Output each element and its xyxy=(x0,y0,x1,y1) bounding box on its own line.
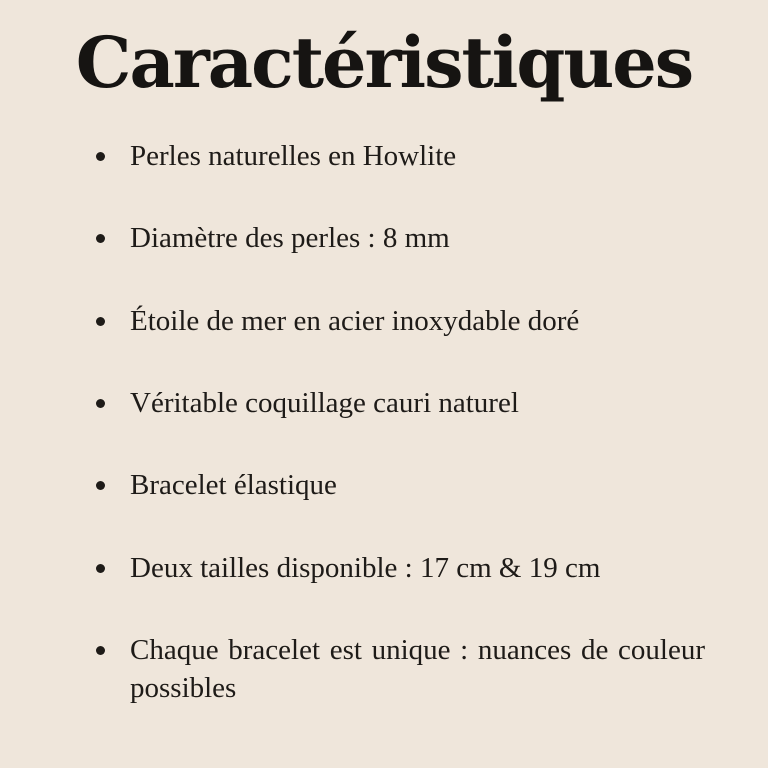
feature-item-starfish xyxy=(130,302,705,340)
page-title: Caractéristiques xyxy=(75,21,693,104)
feature-text: Deux tailles disponible : 17 cm & 19 cm xyxy=(130,552,601,584)
bullet-dot-icon xyxy=(96,564,105,573)
feature-text: Diamètre des perles : 8 mm xyxy=(130,222,450,254)
feature-item-howlite-beads xyxy=(130,137,705,175)
feature-item-bead-diameter xyxy=(130,219,705,257)
bullet-dot-icon xyxy=(96,234,105,243)
bullet-dot-icon xyxy=(96,399,105,408)
bullet-dot-icon xyxy=(96,646,105,655)
bullet-dot-icon xyxy=(96,481,105,490)
feature-item-elastic-bracelet xyxy=(130,466,705,504)
feature-text: Étoile de mer en acier inoxydable doré xyxy=(130,305,580,337)
feature-text: Véritable coquillage cauri naturel xyxy=(130,387,519,419)
feature-text: Bracelet élastique xyxy=(130,469,337,501)
bullet-dot-icon xyxy=(96,152,105,161)
feature-item-sizes xyxy=(130,549,705,587)
bullet-dot-icon xyxy=(96,317,105,326)
feature-item-cowrie-shell xyxy=(130,384,705,422)
feature-text: Chaque bracelet est unique : nuances de couleur possibles xyxy=(130,634,705,704)
feature-item-unique xyxy=(130,631,705,707)
feature-text: Perles naturelles en Howlite xyxy=(130,140,457,172)
